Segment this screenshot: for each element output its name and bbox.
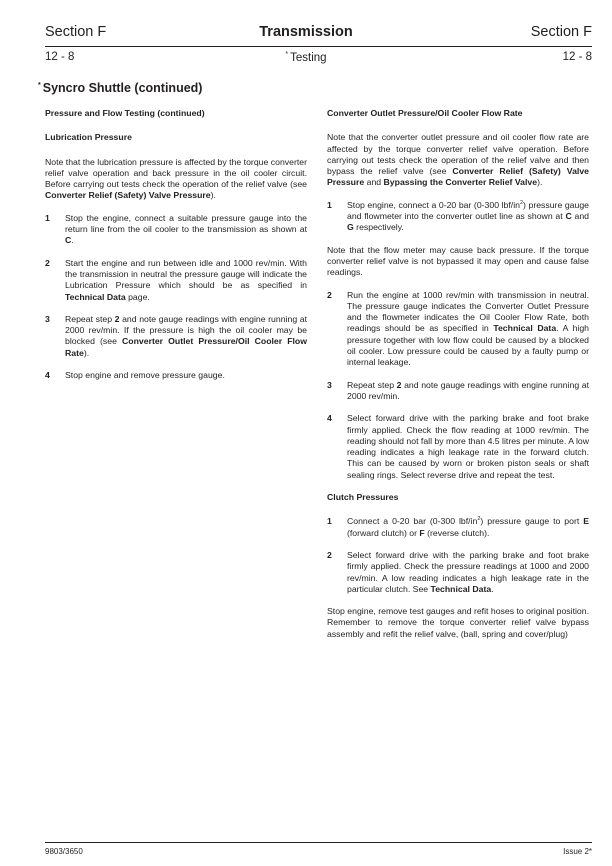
text-bold: Technical Data <box>430 583 492 594</box>
text: ). <box>210 190 216 201</box>
section-change-mark: * <box>38 81 41 89</box>
section-label-right: Section F <box>530 24 592 40</box>
text: Start the engine and run between idle and 1000 rev/min. With the transmission in neutral the pressure gauge will indicate the Lubrication Pressure which should be as specified in <box>65 257 307 291</box>
left-column <box>45 108 307 392</box>
step-text <box>65 314 307 359</box>
page-subtitle-text: Testing <box>290 51 327 64</box>
text: ) pressure gauge to port <box>480 516 584 527</box>
lubrication-step <box>45 314 307 359</box>
right-column <box>327 108 589 651</box>
text: Repeat step <box>347 379 397 390</box>
header-rule <box>45 46 592 47</box>
step-text <box>347 550 589 595</box>
converter-step <box>327 200 589 234</box>
text: ) pressure gauge and flowmeter into the converter outlet line as shown at <box>347 199 590 222</box>
text-bold: C <box>65 235 72 246</box>
text: page. <box>125 291 150 302</box>
text: . <box>491 583 494 594</box>
text: ). <box>537 177 543 188</box>
lubrication-step <box>45 370 307 381</box>
page-subtitle <box>0 51 612 64</box>
text: Select forward drive with the parking brake and foot brake firmly applied. Check the pressure readings at 1000 and 2000 rev/min. A low reading indicates a high leakage rate in the particular clutch. See <box>347 549 589 594</box>
step-number: 3 <box>327 379 332 390</box>
text-bold: C <box>565 211 572 222</box>
text: Repeat step <box>65 313 115 324</box>
text: and note gauge readings with engine running at 2000 rev/min. If the pressure is high the oil cooler may be blocked (see <box>65 313 307 347</box>
text-bold: G <box>347 222 354 233</box>
section-title <box>38 81 202 95</box>
lubrication-intro <box>45 157 307 202</box>
text-bold: Technical Data <box>65 291 126 302</box>
step-number: 1 <box>45 212 50 223</box>
lubrication-heading: Lubrication Pressure <box>45 132 132 143</box>
section-label-left: Section F <box>45 24 107 40</box>
clutch-heading: Clutch Pressures <box>327 492 399 503</box>
text-bold: Bypassing the Converter Relief Valve <box>383 177 538 188</box>
text-bold: 2 <box>396 379 402 390</box>
superscript: 2 <box>477 516 481 523</box>
text: (reverse clutch). <box>424 527 490 538</box>
text: ). <box>83 347 90 358</box>
page-title: Transmission <box>259 24 353 40</box>
text-bold: F <box>419 527 425 538</box>
text: . A high pressure together with low flow could be caused by a blocked oil cooler. Low pressure could be caused by a faulty pump or internal leakage. <box>347 323 589 368</box>
step-number: 2 <box>327 549 332 560</box>
text-bold: Converter Outlet Pressure/Oil Cooler Flow Rate <box>65 336 308 358</box>
step-number: 3 <box>45 313 50 324</box>
converter-step <box>327 413 589 481</box>
text: respectively. <box>353 222 404 233</box>
converter-step <box>327 290 589 369</box>
clutch-step <box>327 550 589 595</box>
step-number: 2 <box>327 289 332 300</box>
step-number: 4 <box>327 413 332 424</box>
closing-paragraph: Stop engine, remove test gauges and refit hoses to original position. Remember to remove the torque converter relief valve bypass assembly and refit the relief valve, (ball, spring and cover/plug) <box>327 606 589 639</box>
step-number: 1 <box>327 199 332 210</box>
issue-number: Issue 2* <box>563 847 592 856</box>
section-title-text: Syncro Shuttle (continued) <box>42 81 203 95</box>
lubrication-step <box>45 213 307 247</box>
clutch-step <box>327 516 589 539</box>
text: (forward clutch) or <box>347 527 420 538</box>
page-number-left: 12 - 8 <box>45 51 75 63</box>
page-number-right: 12 - 8 <box>562 51 592 63</box>
text: and note gauge readings with engine running at 2000 rev/min. <box>347 379 589 401</box>
step-text <box>347 380 589 403</box>
text-bold: Converter Relief (Safety) Valve Pressure <box>45 190 211 201</box>
text: Stop engine, connect a 0-20 bar (0-300 lbf/in <box>347 199 520 210</box>
text-bold: 2 <box>114 313 120 324</box>
text-bold: Converter Relief (Safety) Valve Pressure <box>327 166 589 188</box>
step-text <box>65 258 307 303</box>
document-number: 9803/3650 <box>45 847 83 856</box>
step-text: Stop engine and remove pressure gauge. <box>65 370 225 381</box>
text: and <box>571 211 589 222</box>
text: Stop the engine, connect a suitable pressure gauge into the return line from the oil cooler to the transmission as shown at <box>65 212 307 235</box>
step-number: 4 <box>45 370 50 381</box>
text: . <box>71 235 74 246</box>
step-text <box>347 516 589 539</box>
converter-step <box>327 380 589 403</box>
step-text: Select forward drive with the parking brake and foot brake firmly applied. Check the flow reading at 1000 rev/min. The reading should not fall by more than 4.5 litres per minute. A low reading indicates a high leakage rate in the forward clutch. This can be caused by worn or broken piston seals or shaft sealing rings. Select reverse drive and repeat the test. <box>347 413 589 480</box>
converter-heading: Converter Outlet Pressure/Oil Cooler Flow Rate <box>327 108 523 118</box>
text-bold: E <box>583 516 590 527</box>
step-number: 2 <box>45 257 50 268</box>
text: Connect a 0-20 bar (0-300 lbf/in <box>347 516 478 527</box>
text-bold: Technical Data <box>493 323 557 334</box>
step-number: 1 <box>327 516 332 527</box>
converter-intro <box>327 132 589 188</box>
step-text <box>347 290 589 369</box>
text: and <box>364 177 384 188</box>
step-text <box>347 200 589 234</box>
footer-rule <box>45 842 592 843</box>
text: Note that the converter outlet pressure and oil cooler flow rate are affected by the torque converter relief valve operation. Before carrying out tests check the operation of the relief valve and then bypass the relief valve (see <box>327 132 589 177</box>
flowmeter-note: Note that the flow meter may cause back pressure. If the torque converter relief valve is not bypassed it may open and cause false readings. <box>327 244 589 278</box>
left-heading: Pressure and Flow Testing (continued) <box>45 108 205 118</box>
lubrication-step <box>45 258 307 303</box>
change-mark: * <box>285 51 289 58</box>
text: Note that the lubrication pressure is affected by the torque converter relief valve operation and back pressure in the oil cooler circuit. Before carrying out tests check the operation of the relief valve (see <box>45 156 307 190</box>
step-text <box>65 213 307 247</box>
superscript: 2 <box>519 199 524 206</box>
text: Run the engine at 1000 rev/min with transmission in neutral. The pressure gauge indicates the Converter Outlet Pressure and the flowmeter indicates the Oil Cooler Flow Rate, both readings should be as specified in <box>347 289 589 334</box>
